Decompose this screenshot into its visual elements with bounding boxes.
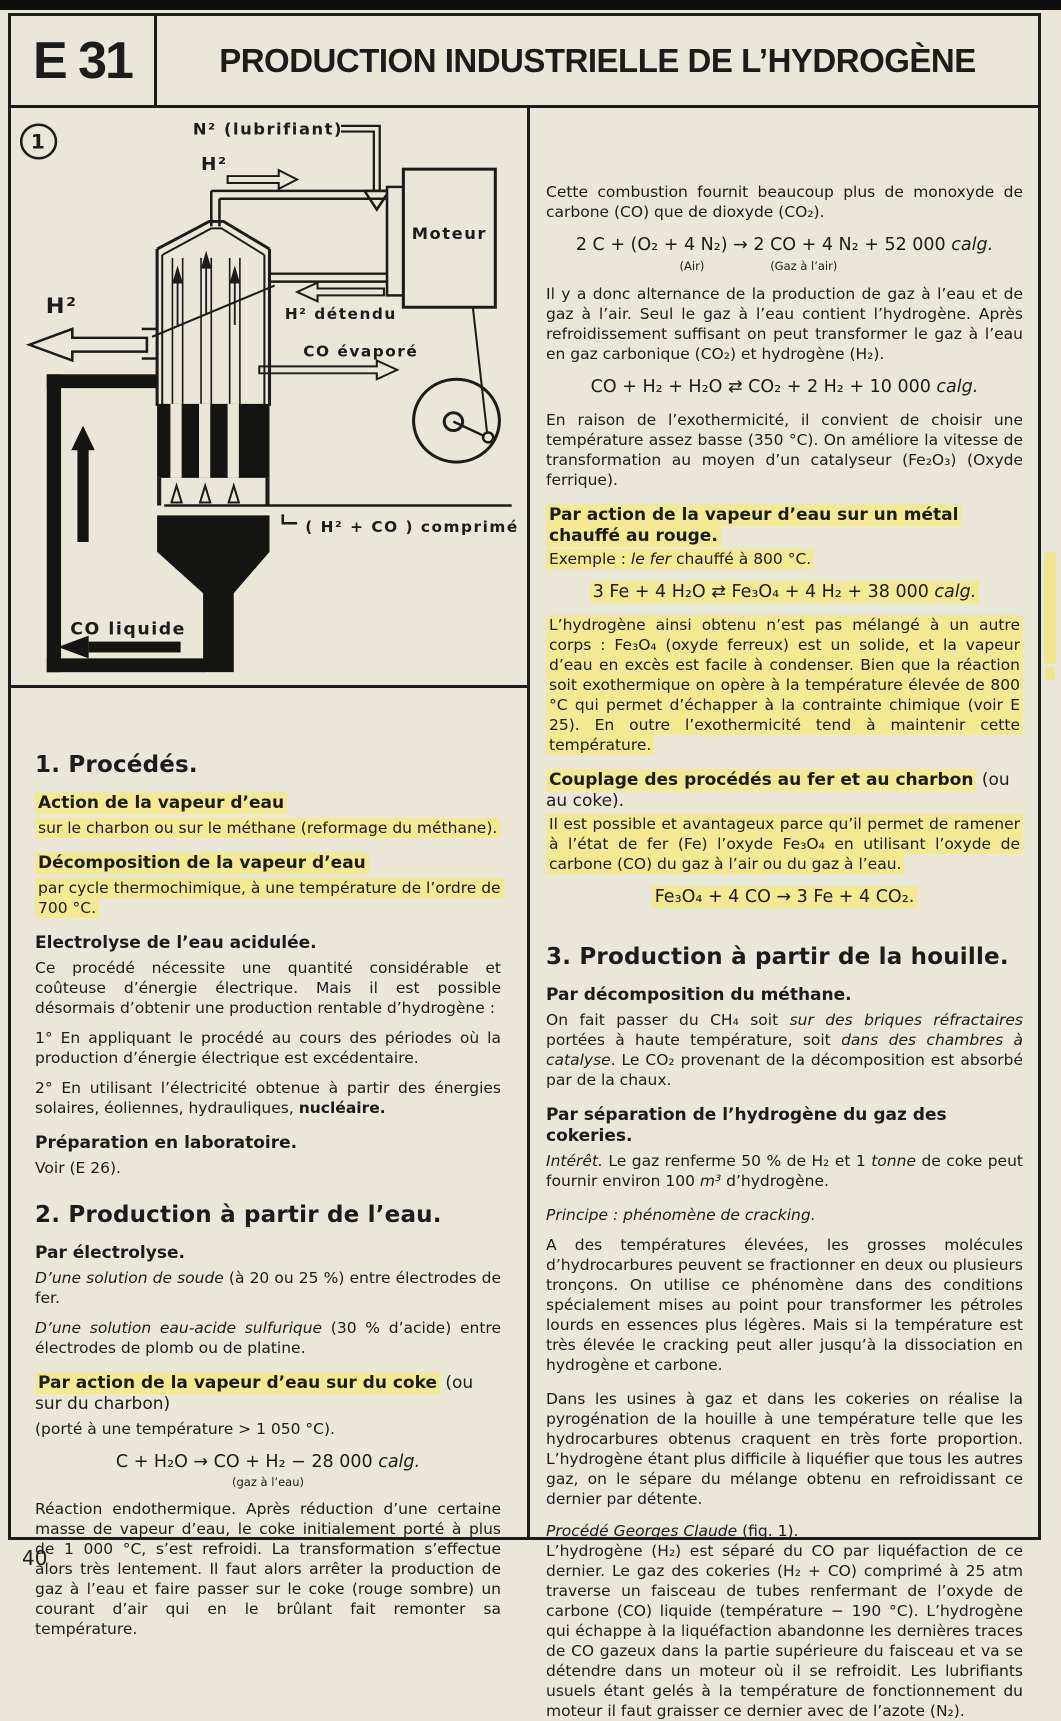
para-decomposition-text: par cycle thermochimique, à une température de l’ordre de 700 °C.: [35, 878, 504, 918]
para-methane-1: On fait passer du CH₄ soit: [546, 1011, 790, 1029]
equation-gaz-a-lair-unit: calg.: [951, 235, 994, 255]
subhead-couplage-text: Couplage des procédés au fer et au charbon: [546, 769, 976, 791]
subhead-vapeur-sur-metal-text: Par action de la vapeur d’eau sur un métal chauffé au rouge.: [546, 504, 961, 547]
h2-top-arrow-right: [228, 170, 297, 189]
para-cracking: A des températures élevées, les grosses molécules d’hydrocarbures peuvent se fractionner en deux ou plusieurs tronçons. On utilise ce phénomène dans des conditions spécialement mises au point pour transformer les pétroles lourds en essences plus légères. Mais si la température est très élevée le cracking peut aller jusqu’à la dissociation en hydrogène et carbone.: [546, 1236, 1023, 1374]
stripe-1: [170, 404, 181, 478]
equation-fer-vapeur: [546, 582, 1023, 602]
section-1-heading: 1. Procédés.: [35, 752, 198, 778]
para-solution-sulfurique-rest: (30 % d’acide) entre électrodes de plomb ou de platine.: [35, 1319, 501, 1357]
page-title: PRODUCTION INDUSTRIELLE DE L’HYDROGÈNE: [219, 41, 976, 79]
loop-up-arrow-head: [71, 426, 95, 451]
subhead-action-vapeur: [35, 793, 501, 814]
equation-fe3o4-text: Fe₃O₄ + 4 CO → 3 Fe + 4 CO₂.: [652, 886, 918, 908]
para-interet-tonne-italic: tonne: [871, 1152, 916, 1170]
subhead-separation-cokeries: Par séparation de l’hydrogène du gaz des cokeries.: [546, 1105, 947, 1146]
left-column-text: [11, 688, 527, 1639]
para-reaction-endothermique: Réaction endothermique. Après réduction d’une certaine masse de vapeur d’eau, le coke initialement porté à plus de 1 000 °C, s’est refroidi. La transformation s’effectue alors très lentement. Il faut alors arrêter la production de gaz à l’eau et faire passer sur le coke (rouge sombre) un courant d’air qui en le brûlant fait remonter sa température.: [35, 1500, 501, 1638]
scan-top-black-bar: [0, 0, 1061, 10]
para-hydrogene-obtenu: [546, 615, 1023, 755]
para-solution-sulfurique-italic: D’une solution eau-acide sulfurique: [35, 1319, 323, 1337]
para-hydrogene-obtenu-text: L’hydrogène ainsi obtenu n’est pas mélangé à un autre corps : Fe₃O₄ (oxyde ferreux) est un solide, et la vapeur d’eau en excès est facile à condenser. Bien que la réaction soit exothermique on opère à la température élevée de 800 °C qui permet d’échapper à la contrainte chimique (voir E 25). En outre l’exothermicité tend à maintenir cette température.: [546, 615, 1023, 755]
para-interet: [546, 1151, 1023, 1191]
section-3-heading: 3. Production à partir de la houille.: [546, 944, 1009, 970]
n2-arrowhead-down: [365, 191, 390, 210]
para-solution-sulfurique: [35, 1318, 501, 1358]
subhead-decomposition-methane: Par décomposition du méthane.: [546, 985, 852, 1005]
para-decomposition: [35, 878, 501, 918]
margin-highlight-mark: [1044, 552, 1056, 664]
para-methane-4-italic: dans des chambres à catalyse: [546, 1031, 1024, 1069]
subhead-vapeur-sur-coke: [35, 1373, 501, 1415]
para-interet-m3-italic: m³: [699, 1172, 722, 1190]
subhead-par-electrolyse: Par électrolyse.: [35, 1243, 185, 1263]
page-header: [11, 16, 1038, 108]
margin-highlight-dot: [1045, 667, 1055, 680]
lesson-code: E 31: [11, 16, 157, 105]
stripe-3: [228, 404, 239, 478]
para-item-2-bold: nucléaire.: [298, 1099, 386, 1117]
subhead-principe-cracking: Principe : phénomène de cracking.: [546, 1206, 816, 1224]
right-column: [530, 108, 1038, 1720]
para-procede-claude: L’hydrogène (H₂) est séparé du CO par liquéfaction de ce dernier. Le gaz des cokeries (H₂ + CO) comprimé à 25 atm traverse un faisceau de tubes renfermant de l’oxyde de carbone (CO) liquide (température − 190 °C). L’hydrogène qui échappe à la liquéfaction abandonne les dernières traces de CO gazeux dans la partie supérieure du faisceau et va se détendre dans un moteur où il se refroidit. Les lubrifiants usuels étant gelés à la température de fonctionnement du moteur il faut graisser ce dernier avec de l’azote (N₂).: [546, 1542, 1023, 1720]
para-interet-2: Le gaz renferme 50 % de H₂ et 1: [602, 1152, 872, 1170]
loop-left-band: [47, 374, 61, 672]
figure-label-h2co-comprime: ( H² + CO ) comprimé: [305, 518, 519, 537]
para-methane-2-italic: sur des briques réfractaires: [789, 1011, 1023, 1029]
para-voir-e26: Voir (E 26).: [35, 1159, 121, 1177]
para-methane: [546, 1010, 1023, 1090]
column-diagonal-line: [152, 286, 275, 337]
para-alternance: Il y a donc alternance de la production de gaz à l’eau et de gaz à l’air. Seul le gaz à l’eau contient l’hydrogène. Après refroidissement suffisant on peut transformer le gaz à l’eau en gaz carbonique (CO₂) et hydrogène (H₂).: [546, 285, 1023, 363]
para-methane-3: portées à haute température, soit: [546, 1031, 842, 1049]
subhead-vapeur-sur-metal: [546, 505, 1023, 547]
equation-co2-h2: [546, 377, 1023, 397]
equation-fe3o4: [546, 887, 1023, 907]
figure-label-co-liquide: CO liquide: [70, 619, 186, 640]
stripe-2: [199, 404, 210, 478]
para-action-vapeur: [35, 818, 501, 838]
section-2-heading: 2. Production à partir de l’eau.: [35, 1202, 442, 1228]
figure-label-n2-lubrifiant: N² (lubrifiant): [192, 119, 344, 139]
para-exothermicite: En raison de l’exothermicité, il convient de choisir une température assez basse (350 °C). On améliore la vitesse de transformation au moyen d’un catalyseur (Fe₂O₃) (Oxyde ferrique).: [546, 411, 1023, 489]
subhead-preparation-laboratoire: Préparation en laboratoire.: [35, 1133, 298, 1153]
feed-bracket: [283, 514, 297, 523]
equation-co2-h2-unit: calg.: [936, 377, 979, 397]
figure-label-h2-top: H²: [201, 154, 228, 176]
n2-pipe-inner: [341, 129, 377, 191]
para-interet-italic: Intérêt.: [546, 1152, 603, 1170]
para-usines-a-gaz: Dans les usines à gaz et dans les cokeries on réalise la pyrogénation de la houille à une température telle que les hydrocarbures obtenus craquent en très forte proportion. L’hydrogène étant plus difficile à liquéfier que tous les autres gaz, on le sépare du mélange obtenu en refroidissant ce dernier par détente.: [546, 1390, 1023, 1508]
equation-fer-vapeur-text: 3 Fe + 4 H₂O ⇄ Fe₃O₄ + 4 H₂ + 38 000: [592, 582, 935, 602]
para-item-1: 1° En appliquant le procédé au cours des périodes où la production d’énergie électrique est excédentaire.: [35, 1029, 501, 1067]
loop-bottom-band: [47, 658, 205, 672]
subhead-procede-claude-rest: (fig. 1).: [737, 1522, 799, 1540]
feed-up-arrows: [171, 486, 238, 503]
subhead-decomposition: [35, 853, 501, 874]
equation-gaz-a-leau-text: C + H₂O → CO + H₂ − 28 000: [115, 1452, 379, 1472]
equation-note-gaz-a-lair: (Gaz à l’air): [770, 259, 838, 273]
para-couplage-text: Il est possible et avantageux parce qu’il permet de ramener à l’état de fer (Fe) l’oxyde Fe₃O₄ en utilisant l’oxyde de carbone (CO) du gaz à l’air ou du gaz à l’eau.: [546, 814, 1023, 874]
loop-top-band: [47, 374, 157, 388]
para-electrolyse-acidulee: Ce procédé nécessite une quantité considérable et coûteuse d’énergie électrique. Mais il est possible désormais d’obtenir une production rentable d’hydrogène :: [35, 959, 501, 1017]
para-couplage: [546, 814, 1023, 874]
column-funnel-inner: [162, 228, 264, 255]
equation-gaz-a-lair-notes: [546, 259, 1023, 274]
equation-fer-vapeur-unit: calg.: [934, 582, 977, 602]
para-item-2: [35, 1078, 501, 1118]
equation-gaz-a-leau-unit: calg.: [378, 1452, 421, 1472]
para-solution-soude-rest: (à 20 ou 25 %) entre électrodes de fer.: [35, 1269, 501, 1307]
column-funnel-outer: [157, 221, 269, 249]
para-exemple-fer-pre: Exemple :: [549, 550, 631, 568]
para-combustion: Cette combustion fournit beaucoup plus de monoxyde de carbone (CO) que de dioxyde (CO₂).: [546, 183, 1023, 221]
subhead-couplage-rest: (ou au coke).: [546, 770, 1010, 811]
subhead-vapeur-sur-coke-rest: (ou sur du charbon): [35, 1373, 474, 1414]
subhead-electrolyse-acidulee: Electrolyse de l’eau acidulée.: [35, 933, 317, 953]
equation-gaz-a-lair: [546, 235, 1023, 255]
hydrogen-apparatus-schematic: [11, 108, 527, 685]
para-exemple-fer: [546, 549, 1023, 569]
co-evapore-arrow-right: [259, 360, 397, 379]
equation-fer-vapeur-hl: [590, 581, 980, 603]
para-exemple-fer-hl: [546, 549, 814, 569]
n2-pipe: [341, 129, 377, 191]
para-solution-soude-italic: D’une solution de soude: [35, 1269, 224, 1287]
para-action-vapeur-text: sur le charbon ou sur le méthane (reformage du méthane).: [35, 818, 500, 838]
h2-detendu-arrow-left: [297, 283, 384, 302]
equation-co2-h2-text: CO + H₂ + H₂O ⇄ CO₂ + 2 H₂ + 10 000: [590, 377, 937, 397]
para-interet-6: d’hydrogène.: [721, 1172, 829, 1190]
crank-pin: [483, 433, 493, 443]
figure-label-co-evapore: CO évaporé: [303, 342, 419, 361]
motor-flange: [387, 187, 403, 295]
figure-label-moteur: Moteur: [411, 224, 487, 244]
figure-label-h2-detendu: H² détendu: [284, 305, 397, 324]
co-liquide-arrow-shaft: [89, 642, 181, 653]
para-item-2-text: 2° En utilisant l’électricité obtenue à partir des énergies solaires, éoliennes, hydrauliques,: [35, 1079, 501, 1117]
figure-1-diagram: [11, 108, 527, 688]
subhead-procede-claude-italic: Procédé Georges Claude: [546, 1522, 738, 1540]
page-number: 40: [22, 1546, 48, 1570]
figure-number: 1: [30, 129, 47, 154]
figure-label-h2-left: H²: [45, 293, 78, 320]
subhead-couplage: [546, 770, 1023, 812]
crank-rod: [473, 307, 487, 433]
loop-up-arrow-shaft: [77, 448, 88, 542]
h2-big-arrow-left: [29, 329, 147, 361]
equation-gaz-a-leau: [35, 1452, 501, 1472]
para-exemple-fer-italic: le fer: [630, 550, 672, 568]
subhead-vapeur-sur-coke-text: Par action de la vapeur d’eau sur du coke: [35, 1372, 440, 1394]
equation-gaz-a-lair-text: 2 C + (O₂ + 4 N₂) → 2 CO + 4 N₂ + 52 000: [575, 235, 952, 255]
equation-gaz-a-leau-note: (gaz à l’eau): [232, 1475, 304, 1489]
para-interet-4: de coke peut fournir environ 100: [546, 1152, 1023, 1190]
para-temperature-1050: (porté à une température > 1 050 °C).: [35, 1420, 335, 1438]
equation-note-air: (Air): [679, 259, 705, 273]
subhead-decomposition-text: Décomposition de la vapeur d’eau: [35, 852, 369, 874]
para-exemple-fer-post: chauffé à 800 °C.: [671, 550, 812, 568]
para-methane-5: . Le CO₂ provenant de la décomposition est absorbé par de la chaux.: [546, 1051, 1023, 1089]
subhead-procede-claude: [546, 1521, 1023, 1541]
subhead-action-vapeur-text: Action de la vapeur d’eau: [35, 792, 287, 814]
para-solution-soude: [35, 1268, 501, 1308]
